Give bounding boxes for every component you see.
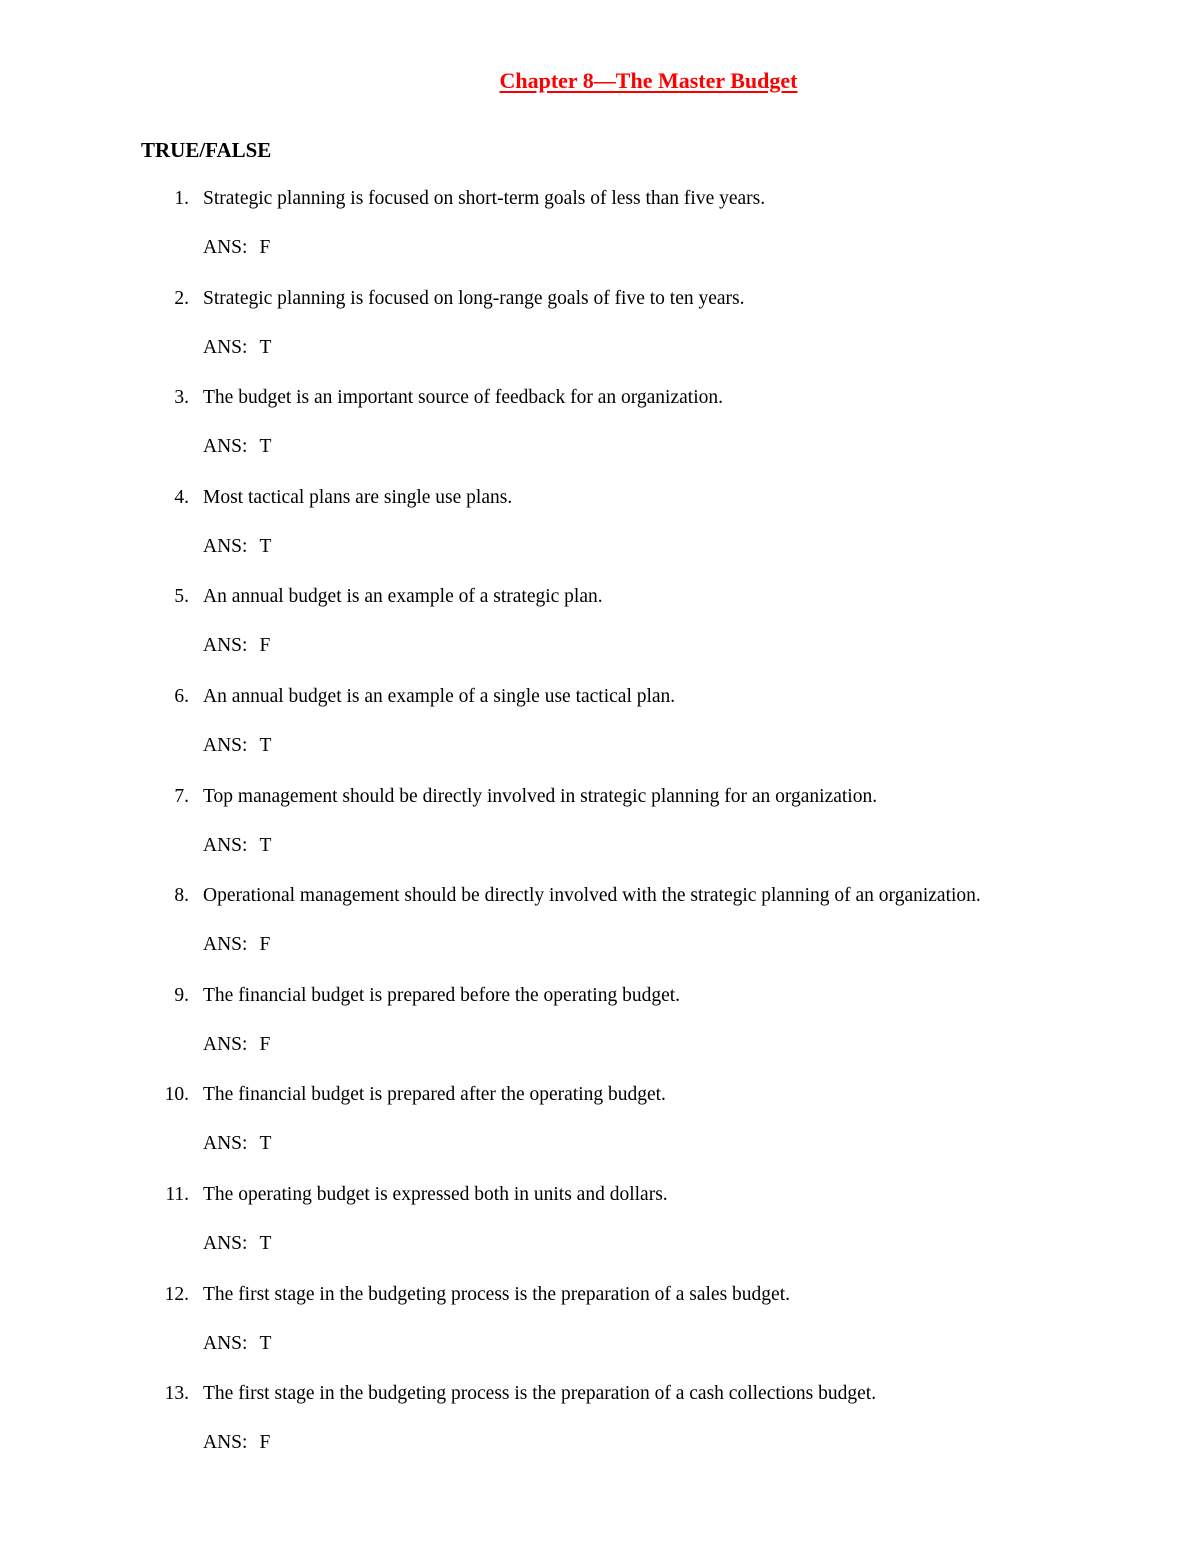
question-number: 13. [164,1383,189,1405]
question-item [141,983,1141,1083]
answer-label: ANS: [203,1133,248,1155]
answer-value: T [259,1232,272,1254]
answer-label: ANS: [203,1033,248,1055]
question-text: Strategic planning is focused on short-term goals of less than five years. [203,188,766,209]
answer-label: ANS: [203,934,248,956]
answer-value: T [259,336,272,358]
question-item [141,684,1141,784]
question-item [141,1381,1141,1481]
answer-value: T [259,1332,272,1354]
answer-line [203,1032,270,1058]
answer-line [203,633,270,659]
chapter-title [0,68,1200,94]
question-item [141,286,1141,386]
question-item [141,485,1141,585]
question-item [141,186,1141,286]
question-text: Most tactical plans are single use plans. [203,486,513,508]
answer-value: T [259,436,272,458]
question-text: An annual budget is an example of a strategic plan. [203,586,603,608]
question-text: An annual budget is an example of a single use tactical plan. [203,685,676,707]
question-number: 12. [164,1283,189,1305]
question-number: 6. [174,685,189,707]
answer-value: F [259,1033,271,1055]
question-item [141,584,1141,684]
question-text: Strategic planning is focused on long-range goals of five to ten years. [203,287,745,309]
question-number: 8. [174,885,189,907]
answer-label: ANS: [203,734,248,756]
question-item [141,784,1141,884]
answer-label: ANS: [203,535,248,557]
answer-label: ANS: [203,336,248,358]
section-heading: TRUE/FALSE [141,138,272,162]
question-number: 7. [174,785,189,807]
answer-line [203,932,270,958]
question-item [141,1082,1141,1182]
question-item [141,385,1141,485]
answer-line [203,434,271,460]
answer-value: F [259,934,271,956]
answer-value: F [259,237,271,258]
question-item [141,1182,1141,1282]
answer-line [203,534,271,560]
question-text: The operating budget is expressed both in units and dollars. [203,1183,668,1205]
question-text: The budget is an important source of feedback for an organization. [203,387,723,409]
answer-line [203,1331,271,1357]
question-number: 4. [174,486,189,508]
answer-value: T [259,535,272,557]
answer-line [203,1131,271,1157]
question-list [141,186,1141,1481]
question-number: 11. [165,1183,189,1205]
question-number: 5. [174,586,189,608]
answer-value: T [259,834,272,856]
question-number: 2. [174,287,189,309]
answer-line [203,733,271,759]
question-text: The first stage in the budgeting process is the preparation of a cash collections budget. [203,1383,877,1405]
answer-label: ANS: [203,834,248,856]
question-number: 10. [164,1084,189,1106]
answer-value: F [259,635,271,657]
chapter-title-text: Chapter 8—The Master Budget [499,68,798,93]
answer-label: ANS: [203,436,248,458]
answer-value: F [259,1432,271,1454]
answer-line [203,1430,270,1456]
answer-line [203,235,270,261]
question-number: 3. [174,387,189,409]
answer-value: T [259,734,272,756]
answer-line [203,833,271,859]
question-item [141,883,1141,983]
question-item [141,1282,1141,1382]
question-text: The financial budget is prepared after the operating budget. [203,1084,666,1106]
question-text: The financial budget is prepared before the operating budget. [203,984,681,1006]
answer-label: ANS: [203,1232,248,1254]
question-text: The first stage in the budgeting process is the preparation of a sales budget. [203,1283,790,1305]
answer-label: ANS: [203,1432,248,1454]
question-number: 1. [174,188,189,209]
answer-line [203,1231,271,1257]
answer-label: ANS: [203,635,248,657]
answer-line [203,335,271,361]
answer-value: T [259,1133,272,1155]
answer-label: ANS: [203,1332,248,1354]
question-text: Operational management should be directly involved with the strategic planning of an organization. [203,885,981,907]
question-text: Top management should be directly involved in strategic planning for an organization. [203,785,878,807]
question-number: 9. [174,984,189,1006]
answer-label: ANS: [203,237,248,258]
